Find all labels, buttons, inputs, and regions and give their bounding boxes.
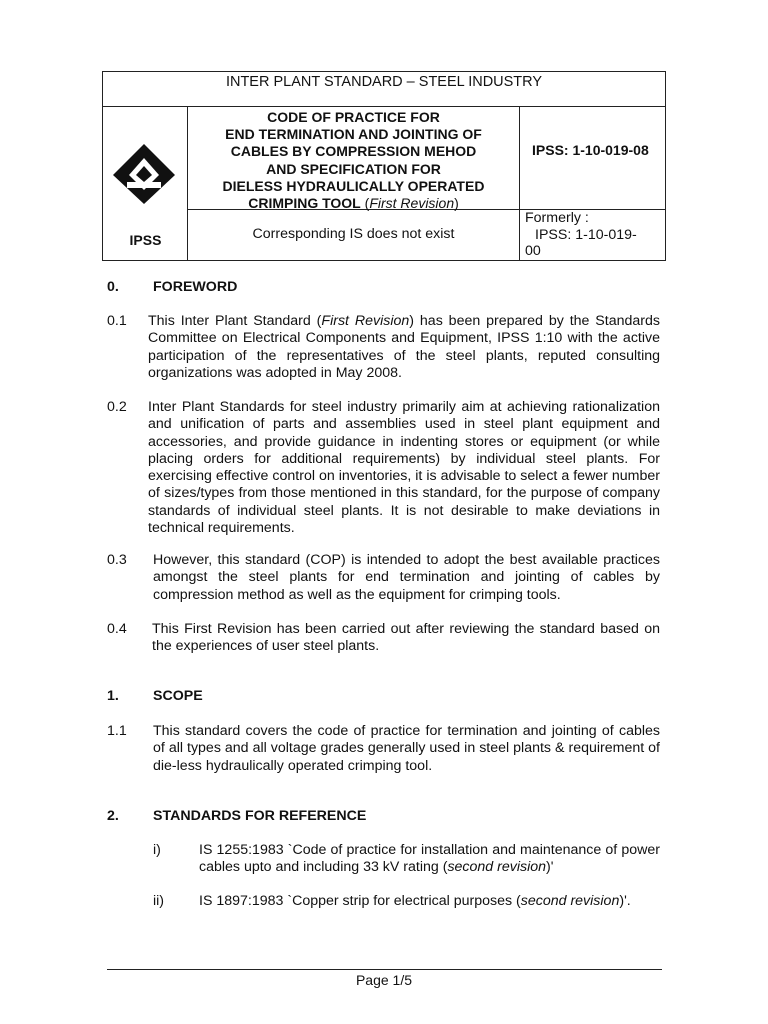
title-line: CABLES BY COMPRESSION MEHOD [230, 143, 477, 160]
para-0-4-number: 0.4 [107, 621, 127, 637]
footer-divider [107, 969, 662, 970]
ref-text: IS 1897:1983 `Copper strip for electrical purposes ( [199, 893, 521, 909]
ref-1-number: i) [153, 842, 161, 858]
page-number: Page 1/5 [355, 972, 413, 988]
title-line: CRIMPING TOOL [248, 195, 361, 212]
title-line: AND SPECIFICATION FOR [266, 160, 441, 177]
logo-cell [103, 107, 188, 261]
para-1-1-number: 1.1 [107, 723, 127, 739]
logo-label: IPSS [129, 232, 162, 248]
para-0-3: However, this standard (COP) is intended to adopt the best available practices amongst the steel plants for end termination and jointing of cables by compression method as well as the equipment for crimping tools. [153, 552, 660, 603]
title-paren: ) [454, 195, 459, 212]
para-text: This Inter Plant Standard ( [148, 313, 322, 329]
section-0-number: 0. [107, 279, 119, 295]
para-0-2: Inter Plant Standards for steel industry primarily aim at achieving rationalization and unification of parts and assemblies used in steel plant equipment and accessories, and provide guidance in indenting stores or equipment (or while placing orders for additional requirements) by individual steel plants. For exercising effective control on inventories, it is advisable to select a fewer number of sizes/types from those mentioned in this standard, for the purpose of company standards of individual steel plants. It is not desirable to make deviations in technical requirements. [148, 399, 660, 537]
formerly-code: IPSS: 1-10-019- [535, 226, 637, 243]
ref-text: )'. [619, 893, 631, 909]
section-0-title: FOREWORD [153, 279, 238, 295]
section-2-title: STANDARDS FOR REFERENCE [153, 808, 367, 824]
ipss-logo-icon [113, 144, 175, 204]
para-0-4: This First Revision has been carried out after reviewing the standard based on the experiences of user steel plants. [152, 621, 660, 655]
standard-code: IPSS: 1-10-019-08 [520, 107, 666, 210]
para-0-1-number: 0.1 [107, 313, 127, 329]
formerly-code-cont: 00 [525, 243, 541, 259]
title-line: END TERMINATION AND JOINTING OF [225, 126, 482, 143]
ref-italic: second revision [447, 859, 547, 876]
header-table [102, 71, 666, 261]
para-0-3-number: 0.3 [107, 552, 127, 568]
ref-text: IS 1255:1983 `Code of practice for installation and maintenance of power cables upto and including 33 kV rating ( [199, 842, 660, 876]
title-line: DIELESS HYDRAULICALLY OPERATED [222, 177, 485, 194]
section-1-number: 1. [107, 688, 119, 704]
corresponding-is: Corresponding IS does not exist [188, 210, 520, 261]
revision-label: First Revision [369, 195, 455, 212]
section-2-number: 2. [107, 808, 119, 824]
standard-category-title: INTER PLANT STANDARD – STEEL INDUSTRY [103, 72, 665, 107]
title-line: CODE OF PRACTICE FOR [267, 109, 440, 125]
title-paren: ( [360, 195, 370, 212]
reference-item [199, 842, 660, 877]
para-0-2-number: 0.2 [107, 399, 127, 415]
reference-item [199, 893, 660, 910]
section-1-title: SCOPE [153, 688, 203, 704]
formerly-cell [520, 210, 666, 261]
para-text: ) has been prepared by the Standards Committee on Electrical Components and Equipment, IPSS 1:10 with the active participation of the representatives of the steel plants, reputed consulting organizations was adopted in May 2008. [148, 313, 660, 381]
formerly-label: Formerly : [525, 210, 589, 226]
para-0-1 [148, 313, 660, 382]
para-1-1: This standard covers the code of practice for termination and jointing of cables of all types and all voltage grades generally used in steel plants & requirement of die-less hydraulically operated crimping tool. [153, 723, 660, 774]
ref-italic: second revision [520, 893, 620, 909]
ref-2-number: ii) [153, 893, 165, 909]
para-italic: First Revision [321, 313, 410, 329]
ref-text: )' [546, 859, 554, 876]
document-title [188, 107, 520, 210]
